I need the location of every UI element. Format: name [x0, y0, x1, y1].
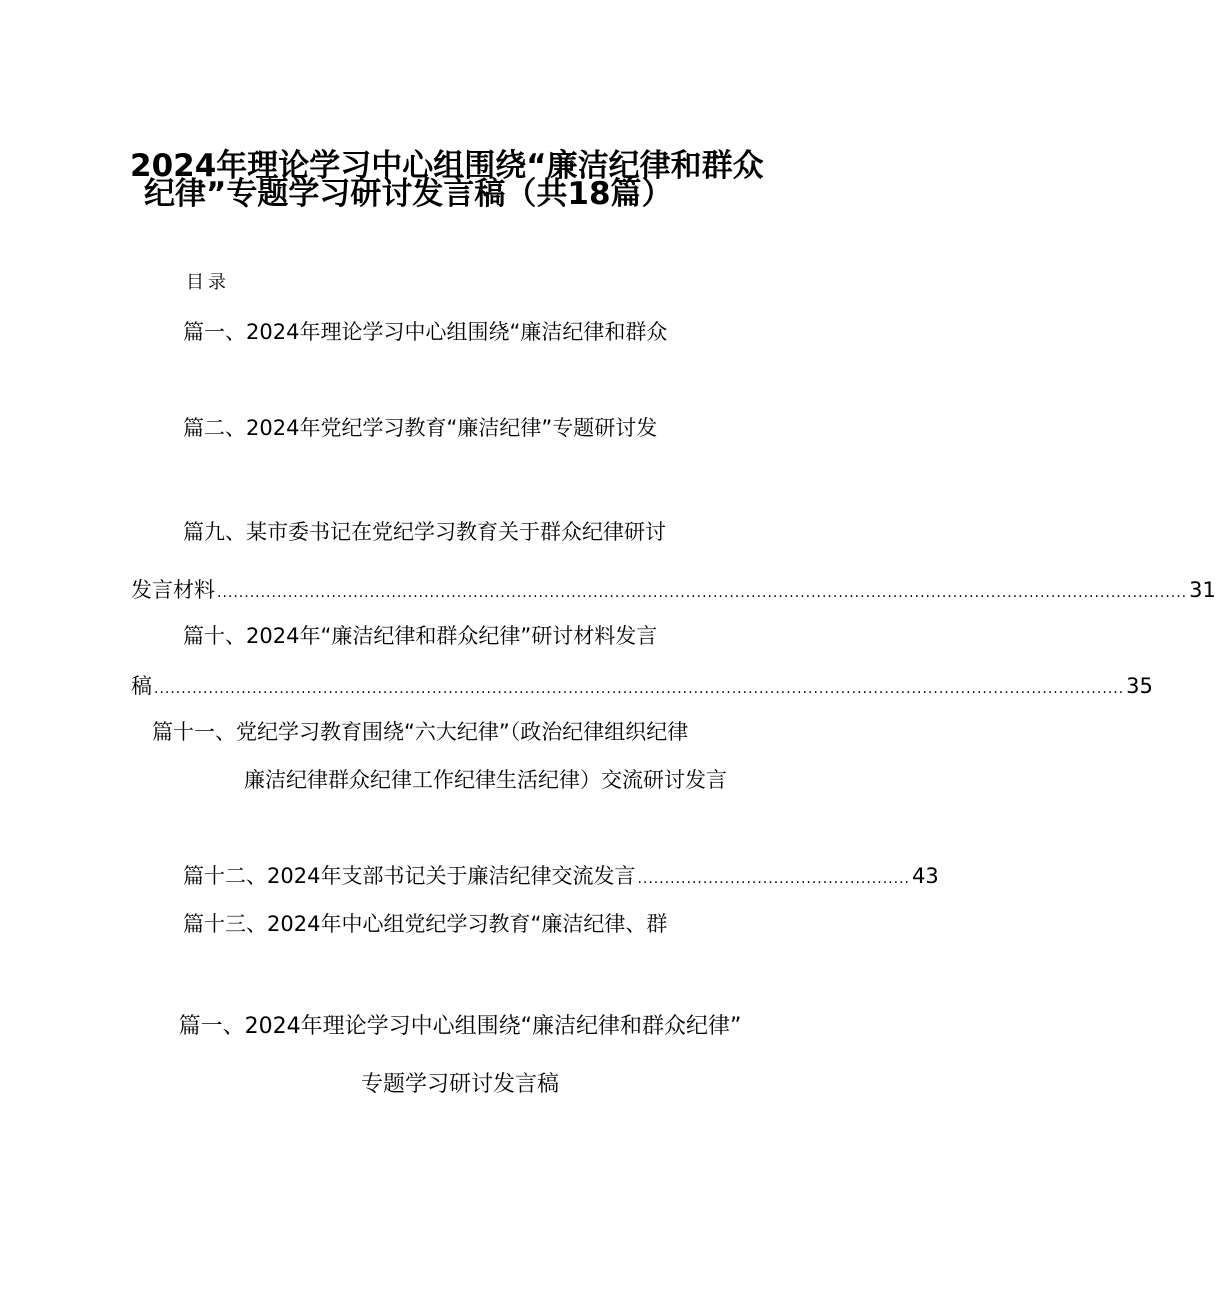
- toc-entry-11-line-2[interactable]: 廉洁纪律群众纪律工作纪律生活纪律）交流研讨发言: [244, 768, 727, 792]
- toc-entry-10-page: 35: [1126, 674, 1153, 698]
- section-title-line-2: 专题学习研讨发言稿: [360, 1072, 559, 1097]
- toc-entry-10-label: 稿: [131, 674, 152, 698]
- toc-entry-10-line-2[interactable]: [131, 672, 1153, 703]
- toc-entry-9-line-2[interactable]: [131, 576, 1216, 607]
- toc-leader-dots: ..................................................................................................................................................................................: [154, 681, 1125, 697]
- toc-entry-12[interactable]: [183, 862, 939, 893]
- toc-entry-12-label: 篇十二、2024年支部书记关于廉洁纪律交流发言: [183, 864, 636, 888]
- toc-entry-9-page: 31: [1189, 578, 1216, 602]
- toc-entry-13[interactable]: 篇十三、2024年中心组党纪学习教育“廉洁纪律、群: [183, 912, 668, 936]
- toc-entry-9-line-1[interactable]: 篇九、某市委书记在党纪学习教育关于群众纪律研讨: [183, 520, 666, 544]
- section-title-line-1: 篇一、2024年理论学习中心组围绕“廉洁纪律和群众纪律”: [178, 1014, 742, 1039]
- toc-entry-2[interactable]: 篇二、2024年党纪学习教育“廉洁纪律”专题研讨发: [183, 416, 658, 440]
- toc-entry-1[interactable]: 篇一、2024年理论学习中心组围绕“廉洁纪律和群众: [183, 320, 668, 344]
- toc-entry-11-line-1[interactable]: 篇十一、党纪学习教育围绕“六大纪律”（政治纪律组织纪律: [152, 720, 689, 744]
- toc-leader-dots: ..................................................................................................................................................................................: [217, 585, 1188, 601]
- toc-leader-dots: ..................................................: [637, 871, 910, 887]
- toc-heading: 目录: [186, 272, 230, 293]
- toc-entry-10-line-1[interactable]: 篇十、2024年“廉洁纪律和群众纪律”研讨材料发言: [183, 624, 658, 648]
- toc-entry-9-label: 发言材料: [131, 578, 215, 602]
- document-title-line-2: 纪律”专题学习研讨发言稿（共18篇）: [144, 176, 673, 212]
- document-title-line-1: 2024年理论学习中心组围绕“廉洁纪律和群众: [130, 148, 764, 184]
- toc-entry-12-page: 43: [911, 864, 939, 888]
